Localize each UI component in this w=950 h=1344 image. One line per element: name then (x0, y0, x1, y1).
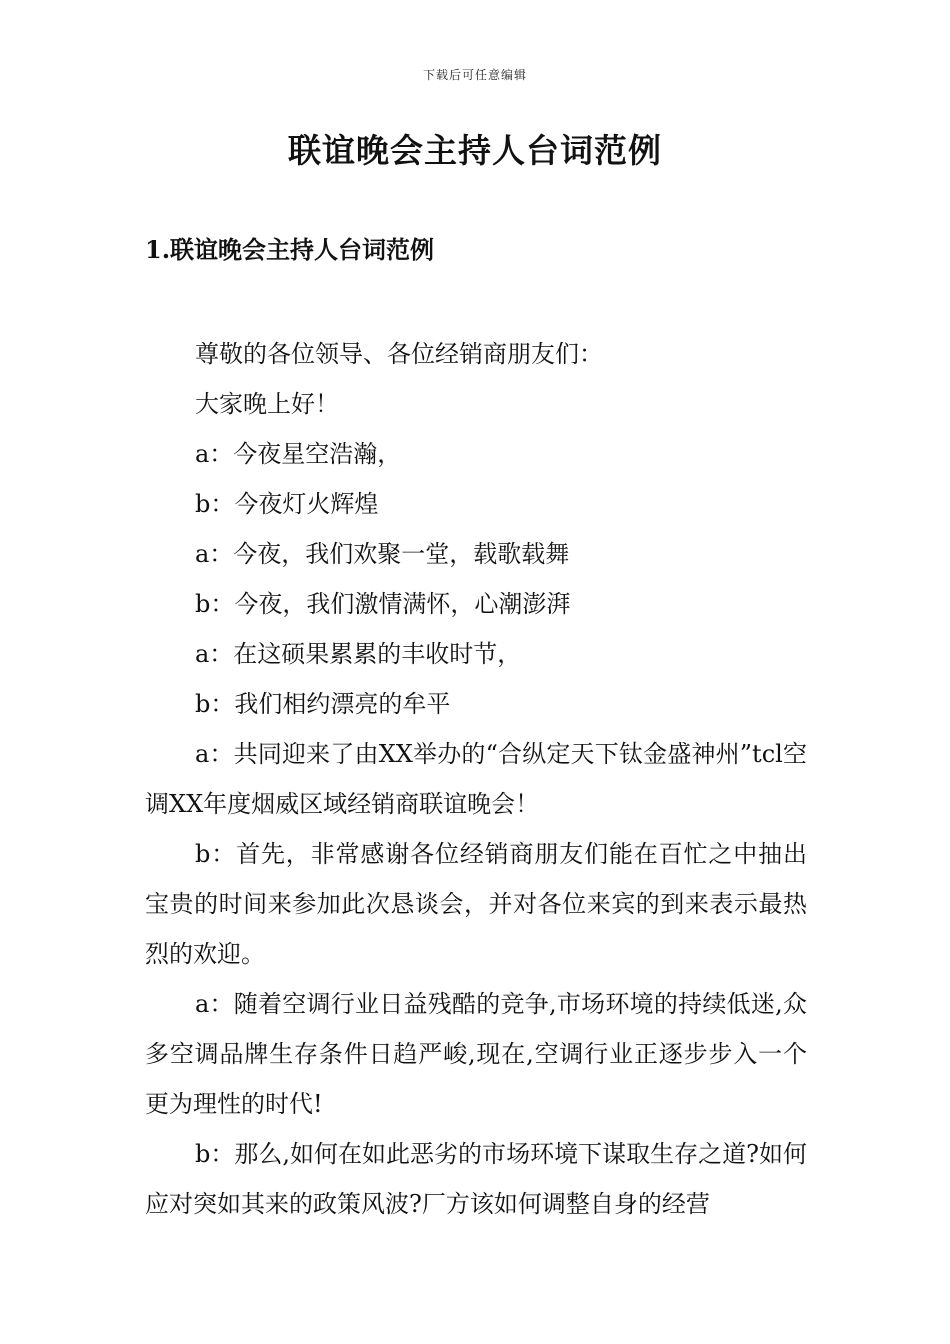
paragraph-line: a：在这硕果累累的丰收时节， (195, 640, 522, 668)
header-note: 下载后可任意编辑 (422, 68, 527, 82)
document-title: 联谊晚会主持人台词范例 (288, 131, 662, 170)
section-heading: 1.联谊晚会主持人台词范例 (145, 235, 435, 264)
paragraph-line: a：共同迎来了由XX举办的“合纵定天下钛金盛神州”tcl空调XX年度烟威区域经销商联谊晚会！ (145, 740, 807, 818)
paragraph-line: b：那么,如何在如此恶劣的市场环境下谋取生存之道?如何应对突如其来的政策风波?厂方该如何调整自身的经营 (145, 1140, 807, 1218)
paragraph-line: a：今夜，我们欢聚一堂，载歌载舞 (195, 540, 570, 568)
paragraph-line: a：随着空调行业日益残酷的竞争,市场环境的持续低迷,众多空调品牌生存条件日趋严峻,现在,空调行业正逐步步入一个更为理性的时代! (145, 990, 807, 1118)
paragraph-line: b：首先，非常感谢各位经销商朋友们能在百忙之中抽出宝贵的时间来参加此次恳谈会，并对各位来宾的到来表示最热烈的欢迎。 (145, 840, 807, 968)
paragraph-greeting: 尊敬的各位领导、各位经销商朋友们： (195, 340, 603, 368)
document-body (145, 329, 807, 1229)
paragraph-line: a：今夜星空浩瀚， (195, 440, 402, 468)
paragraph-line: b：今夜灯火辉煌 (195, 490, 379, 518)
paragraph-line: b：我们相约漂亮的牟平 (195, 690, 451, 718)
paragraph-line: b：今夜，我们激情满怀，心潮澎湃 (195, 590, 571, 618)
paragraph-good-evening: 大家晚上好！ (195, 390, 339, 418)
